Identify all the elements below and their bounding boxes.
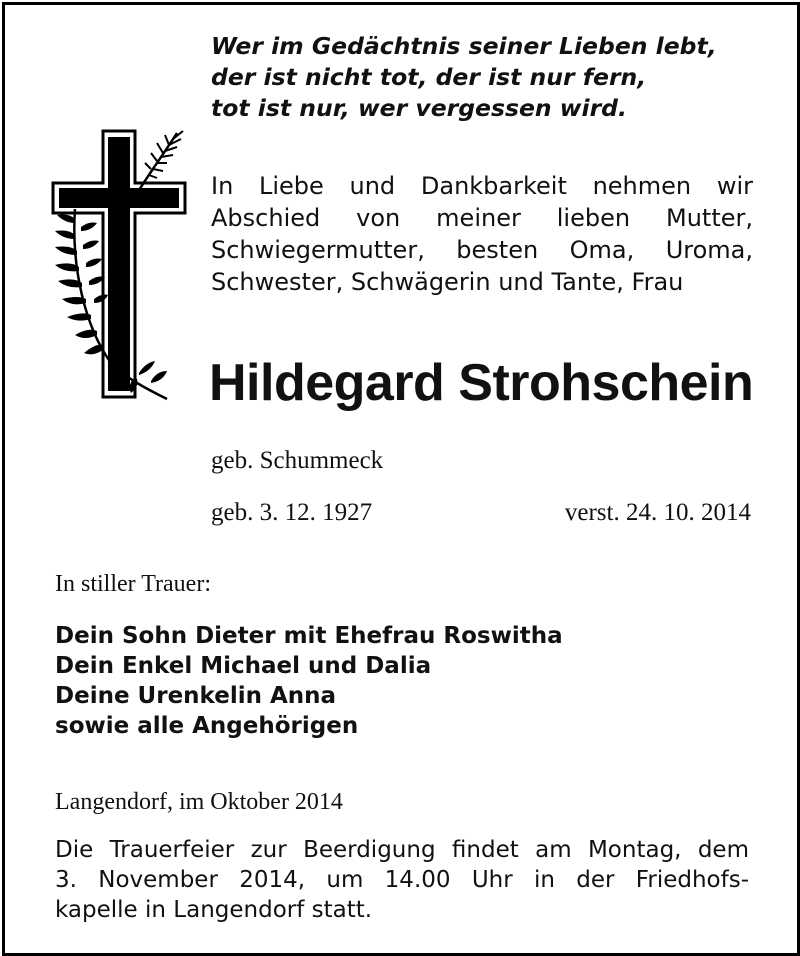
birth-name: geb. Schummeck	[211, 447, 384, 474]
mourners-list	[55, 621, 563, 741]
deceased-name: Hildegard Strohschein	[209, 354, 754, 412]
quote-line: tot ist nur, wer vergessen wird.	[211, 94, 627, 122]
quote-line: Wer im Gedächtnis seiner Lieben lebt,	[211, 32, 717, 60]
intro-line: In Liebe und Dankbarkeit nehmen wir	[211, 172, 753, 200]
funeral-info	[55, 835, 749, 925]
funeral-line: Die Trauerfeier zur Beerdigung findet am Montag, dem	[55, 837, 749, 863]
intro-line: Schwiegermutter, besten Oma, Uroma,	[211, 236, 753, 264]
mourning-heading: In stiller Trauer:	[55, 571, 211, 597]
intro-line: Abschied von meiner lieben Mutter,	[211, 204, 753, 232]
quote-line: der ist nicht tot, der ist nur fern,	[211, 63, 647, 91]
death-date: verst. 24. 10. 2014	[564, 499, 751, 526]
mourner-line: Deine Urenkelin Anna	[55, 683, 337, 709]
memorial-quote	[211, 31, 781, 124]
place-and-date: Langendorf, im Oktober 2014	[55, 789, 343, 815]
funeral-line: kapelle in Langendorf statt.	[55, 897, 373, 923]
birth-date: geb. 3. 12. 1927	[211, 499, 373, 526]
mourner-line: Dein Sohn Dieter mit Ehefrau Roswitha	[55, 623, 563, 649]
funeral-line: 3. November 2014, um 14.00 Uhr in der Friedhofs-	[55, 867, 749, 893]
obituary-notice	[2, 2, 800, 956]
cross-with-palm-branch-icon	[51, 127, 191, 407]
mourner-line: sowie alle Angehörigen	[55, 713, 359, 739]
mourner-line: Dein Enkel Michael und Dalia	[55, 653, 432, 679]
intro-text	[211, 170, 753, 298]
intro-line: Schwester, Schwägerin und Tante, Frau	[211, 268, 684, 296]
